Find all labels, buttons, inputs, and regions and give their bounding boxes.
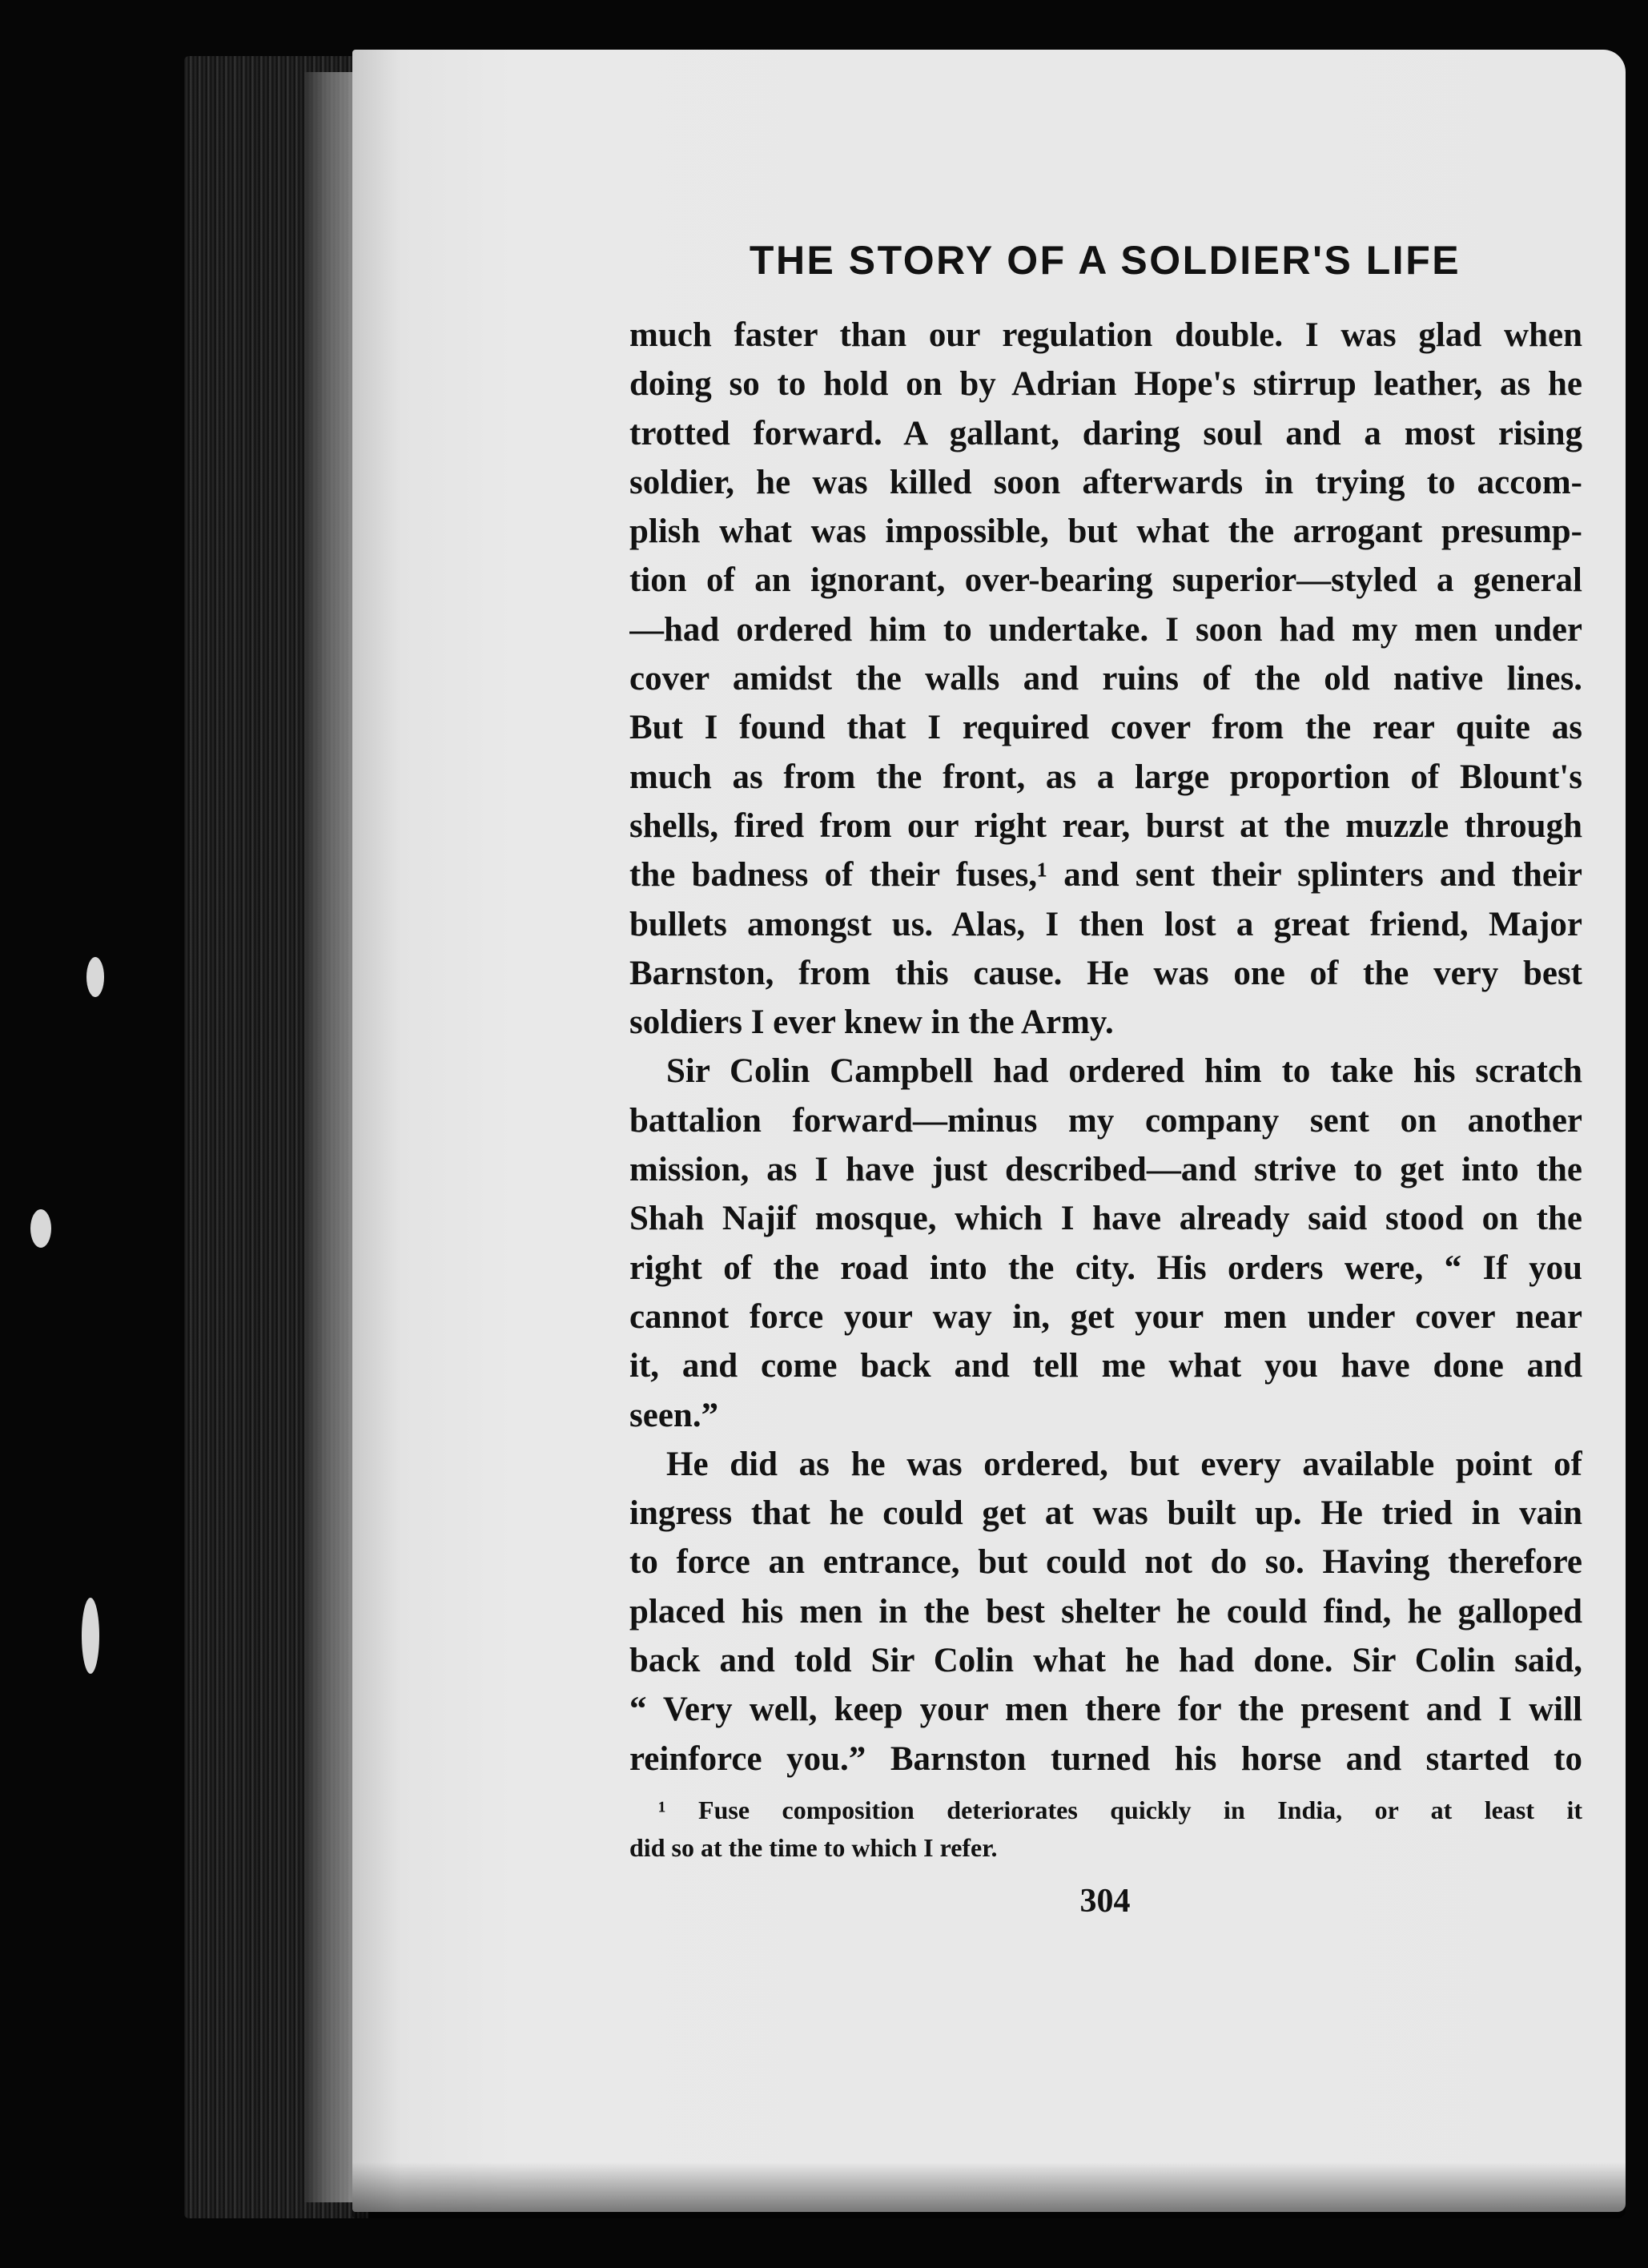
text-line: mission, as I have just described—and strive to get into the [629, 1151, 1582, 1189]
text-line: trotted forward. A gallant, daring soul and a most rising [629, 414, 1582, 452]
text-line: tion of an ignorant, over-bearing superior—styled a general [629, 561, 1582, 600]
text-line: soldier, he was killed soon afterwards in trying to accom- [629, 463, 1582, 501]
text-line: Shah Najif mosque, which I have already said stood on the [629, 1200, 1582, 1238]
text-line: doing so to hold on by Adrian Hope's stirrup leather, as he [629, 365, 1582, 404]
text-line: much as from the front, as a large proportion of Blount's [629, 758, 1582, 796]
text-line: to force an entrance, but could not do so. Having therefore [629, 1543, 1582, 1582]
footnote-line: did so at the time to which I refer. [629, 1833, 998, 1862]
paper-speck [82, 1598, 99, 1674]
text-line: soldiers I ever knew in the Army. [629, 1003, 1114, 1042]
footnote-line: ¹ Fuse composition deteriorates quickly in India, or at least it [658, 1796, 1582, 1824]
footnote [629, 1791, 1582, 1867]
text-line: plish what was impossible, but what the arrogant presump- [629, 513, 1582, 551]
text-line: it, and come back and tell me what you have done and [629, 1347, 1582, 1385]
text-line: Barnston, from this cause. He was one of the very best [629, 954, 1582, 992]
text-line: reinforce you.” Barnston turned his horse and started to [629, 1739, 1582, 1778]
text-line: much faster than our regulation double. I was glad when [629, 316, 1582, 354]
text-line: placed his men in the best shelter he could find, he galloped [629, 1592, 1582, 1631]
paper-speck [30, 1209, 51, 1248]
text-line: He did as he was ordered, but every available point of [666, 1445, 1582, 1483]
text-line: ingress that he could get at was built up. He tried in vain [629, 1494, 1582, 1533]
text-line: battalion forward—minus my company sent on another [629, 1101, 1582, 1140]
page-bottom-shadow [352, 2162, 1626, 2218]
text-line: the badness of their fuses,¹ and sent their splinters and their [629, 856, 1582, 895]
text-line: back and told Sir Colin what he had done. Sir Colin said, [629, 1642, 1582, 1680]
paper-speck [86, 957, 104, 997]
page-number: 304 [1079, 1883, 1131, 1920]
text-line: cannot force your way in, get your men under cover near [629, 1297, 1582, 1336]
text-line: Sir Colin Campbell had ordered him to take his scratch [666, 1052, 1582, 1091]
text-line: bullets amongst us. Alas, I then lost a great friend, Major [629, 905, 1582, 943]
text-line: —had ordered him to undertake. I soon had my men under [629, 610, 1582, 649]
running-head: THE STORY OF A SOLDIER'S LIFE [749, 238, 1461, 283]
text-line: “ Very well, keep your men there for the present and I will [629, 1691, 1582, 1729]
text-line: seen.” [629, 1396, 719, 1434]
text-line: shells, fired from our right rear, burst at the muzzle through [629, 806, 1582, 845]
body-text [629, 311, 1582, 1783]
text-line: cover amidst the walls and ruins of the old native lines. [629, 660, 1582, 698]
text-line: right of the road into the city. His orders were, “ If you [629, 1249, 1582, 1287]
text-line: But I found that I required cover from the rear quite as [629, 709, 1582, 747]
